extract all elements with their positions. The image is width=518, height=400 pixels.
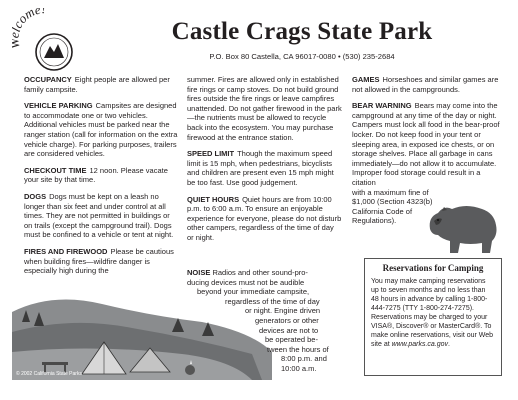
bear-warning-fine: with a maximum fine of $1,000 (Section 4323(b) California Code of Regulations). (352, 187, 433, 226)
reservations-text: You may make camping reservations up to seven months and no less than 48 hours in advance by calling 1-800-444-7275 (TTY 1-800-274-7275). Reservations may be charged to your VISA®, Discover® or MasterCard®. To make online reservations, visit our Web site at www.parks.ca.gov. (371, 278, 494, 348)
fires-rule-continued: summer. Fires are allowed only in established fire rings or camp stoves. Do not build ground fires outside the fire rings or leave campfires unattended. Do not gather firewood in the park—the nutrients must be allowed to recycle back into the ecosystem. You may purchase firewood at the entrance station. (187, 75, 342, 142)
dogs-rule: DOGS Dogs must be kept on a leash no longer than six feet and under control at all times. They are not permitted in buildings or on trails (except the campground trail). Dogs must be confined to a vehicle or tent at night. (24, 191, 174, 240)
welcome-text: ome! (14, 8, 46, 27)
fires-rule: FIRES AND FIREWOOD Please be cautious when building fires—wildfire danger is especially high during the (24, 246, 174, 276)
page-title: Castle Crags State Park (171, 18, 433, 45)
bear-illustration (426, 195, 502, 255)
contact-address: P.O. Box 80 Castella, CA 96017-0080 • (530) 235-2684 (209, 52, 395, 61)
games-rule: GAMES Horseshoes and similar games are not allowed in the campgrounds. (352, 75, 499, 94)
state-parks-logo (12, 8, 78, 74)
reservations-title: Reservations for Camping (382, 263, 484, 273)
rules-column-2 (187, 75, 342, 250)
quiet-hours-rule: QUIET HOURS Quiet hours are from 10:00 p.m. to 6:00 a.m. To ensure an enjoyable experience for everyone, please do not disturb other campers, regardless of the time of day or night. (187, 194, 342, 242)
bear-warning: BEAR WARNING Bears may come into the campground at any time of the day or night. Campers must lock all food in the bear-proof locker. Do not keep food in your tent or sleeping area, in exposed ice chests, or on storage shelves. Place all garbage in cans immediately—do not allow it to accumulate. Improper food storage could result in a citation (352, 101, 500, 187)
noise-rule: NOISE Radios and other sound-pro- ducing devices must not be audible beyond your immediate campsite, regardless of the time of day or night. Engine driven generators or other devices are not to be operated be- tween the hours of 8:00 p.m. and 10:00 a.m. (187, 268, 329, 373)
speed-limit-rule: SPEED LIMIT Though the maximum speed limit is 15 mph, when pedestrians, bicyclists and children are present even 15 mph might be too fast. Use good judgement. (187, 149, 334, 187)
vehicle-parking-rule: VEHICLE PARKING Campsites are designed to accommodate one or two vehicles. Additional vehicles must be parked near the ranger station (call for information on the extra vehicle charge). For parking purposes, trailers are considered vehicles. (24, 101, 178, 159)
checkout-time-rule: CHECKOUT TIME 12 noon. Please vacate your site by that time. (24, 165, 168, 185)
occupancy-rule: OCCUPANCY Eight people are allowed per family campsite. (24, 75, 170, 94)
rules-column-1 (24, 75, 179, 283)
reservations-box (364, 258, 502, 376)
website-link[interactable]: www.parks.ca.gov (391, 341, 449, 348)
copyright-notice: © 2002 California State Parks (16, 371, 82, 377)
